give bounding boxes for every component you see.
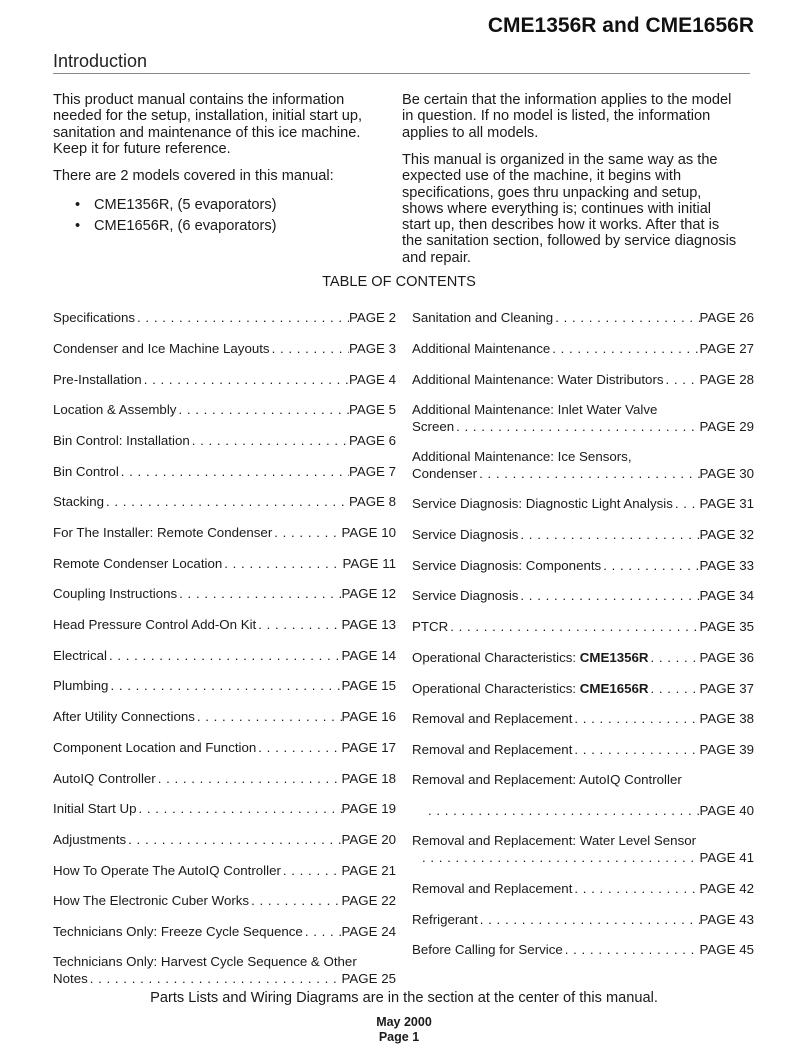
toc-entry-label: Bin Control: Installation — [53, 433, 190, 448]
toc-entry[interactable] — [412, 496, 754, 511]
toc-page-number: PAGE 21 — [341, 863, 396, 878]
toc-entry[interactable] — [412, 558, 754, 573]
toc-entry[interactable] — [53, 525, 396, 540]
toc-entry[interactable] — [53, 617, 396, 632]
toc-entry-label: Stacking — [53, 494, 104, 509]
toc-entry[interactable] — [412, 942, 754, 957]
toc-leader-dots — [272, 525, 341, 540]
intro-line: This product manual contains the information — [53, 92, 345, 108]
toc-entry[interactable] — [53, 648, 396, 663]
toc-entry-label: How The Electronic Cuber Works — [53, 893, 250, 908]
toc-entry-label-line1: Technicians Only: Harvest Cycle Sequence & Other — [53, 954, 357, 969]
toc-entry-label: How To Operate The AutoIQ Controller — [53, 863, 281, 878]
intro-right-paragraph-1 — [402, 92, 731, 141]
toc-entry-label: After Utility Connections — [53, 709, 195, 724]
model-title: CME1356R and CME1656R — [487, 14, 754, 37]
intro-line: Be certain that the information applies to the model — [402, 92, 732, 108]
toc-leader-dots — [553, 310, 699, 325]
toc-leader-dots — [572, 881, 699, 896]
toc-entry[interactable] — [53, 556, 396, 571]
toc-entry[interactable] — [53, 310, 396, 325]
toc-page-number: PAGE 41 — [699, 850, 754, 865]
toc-entry[interactable] — [412, 449, 754, 481]
toc-leader-dots — [420, 850, 700, 865]
toc-entry-label: Electrical — [53, 648, 107, 663]
intro-line: There are 2 models covered in this manual: — [53, 168, 334, 184]
page-number: Page 1 — [378, 1030, 420, 1044]
toc-entry-label: Technicians Only: Freeze Cycle Sequence — [53, 924, 303, 939]
toc-leader-dots — [649, 681, 700, 696]
toc-entry[interactable] — [412, 619, 754, 634]
toc-leader-dots — [222, 556, 342, 571]
section-title: Introduction — [53, 51, 148, 71]
toc-entry-label: Location & Assembly — [53, 402, 177, 417]
toc-page-number: PAGE 33 — [699, 558, 754, 573]
toc-entry[interactable] — [412, 681, 754, 696]
toc-entry-label: Refrigerant — [412, 912, 478, 927]
toc-entry-label: Bin Control — [53, 464, 119, 479]
toc-page-number: PAGE 45 — [699, 942, 754, 957]
toc-entry-label: Removal and Replacement — [412, 881, 573, 896]
intro-line: shows where everything is; continues with initial — [402, 200, 712, 217]
toc-entry-model: CME1656R — [579, 681, 649, 696]
toc-leader-dots — [478, 912, 700, 927]
toc-entry-label: Removal and Replacement — [412, 742, 573, 757]
model-item: • CME1356R, (5 evaporators) — [75, 197, 277, 218]
toc-title: TABLE OF CONTENTS — [322, 274, 476, 290]
toc-page-number: PAGE 16 — [341, 709, 396, 724]
toc-page-number: PAGE 22 — [341, 893, 396, 908]
intro-line: start up, then describes how it works. After that is — [402, 217, 720, 234]
toc-leader-dots — [420, 803, 700, 818]
toc-entry-label: Coupling Instructions — [53, 586, 178, 601]
toc-entry[interactable] — [412, 527, 754, 542]
toc-entry-label: Head Pressure Control Add-On Kit — [53, 617, 257, 632]
intro-line: Keep it for future reference. — [53, 140, 231, 157]
toc-page-number: PAGE 24 — [341, 924, 396, 939]
toc-page-number: PAGE 14 — [341, 648, 396, 663]
toc-entry[interactable] — [412, 341, 754, 356]
intro-line: and repair. — [402, 249, 471, 266]
intro-line: sanitation and maintenance of this ice machine. — [53, 124, 361, 141]
toc-leader-dots — [673, 496, 700, 511]
toc-entry[interactable] — [53, 954, 396, 986]
toc-page-number: PAGE 17 — [341, 740, 396, 755]
toc-entry-label: Adjustments — [53, 832, 127, 847]
toc-leader-dots — [190, 433, 349, 448]
toc-entry[interactable] — [53, 832, 396, 847]
toc-leader-dots — [572, 711, 699, 726]
toc-entry[interactable] — [412, 650, 754, 665]
toc-leader-dots — [256, 617, 341, 632]
toc-leader-dots — [649, 650, 700, 665]
toc-leader-dots — [156, 771, 342, 786]
toc-leader-dots — [126, 832, 341, 847]
toc-page-number: PAGE 5 — [348, 402, 396, 417]
toc-entry-model: CME1356R — [579, 650, 649, 665]
parts-lists-note: Parts Lists and Wiring Diagrams are in the section at the center of this manual. — [150, 990, 658, 1006]
toc-entry-label: Component Location and Function — [53, 740, 257, 755]
toc-page-number: PAGE 30 — [699, 466, 754, 481]
toc-page-number: PAGE 26 — [699, 310, 754, 325]
toc-leader-dots — [104, 494, 349, 509]
toc-entry[interactable] — [412, 402, 754, 434]
toc-leader-dots — [550, 341, 699, 356]
intro-right-paragraph-2 — [402, 152, 736, 266]
toc-entry-label: AutoIQ Controller — [53, 771, 156, 786]
toc-entry[interactable] — [53, 494, 396, 509]
toc-leader-dots — [142, 372, 349, 387]
toc-entry-label: Removal and Replacement: AutoIQ Controller — [412, 772, 682, 787]
intro-line: applies to all models. — [402, 124, 539, 141]
toc-page-number: PAGE 7 — [348, 464, 396, 479]
toc-entry[interactable] — [53, 678, 396, 693]
toc-entry-label: Before Calling for Service — [412, 942, 563, 957]
toc-entry[interactable] — [412, 912, 754, 927]
toc-page-number: PAGE 42 — [699, 881, 754, 896]
toc-entry[interactable] — [412, 310, 754, 325]
toc-entry[interactable] — [412, 711, 754, 726]
toc-entry-label: Sanitation and Cleaning — [412, 310, 554, 325]
toc-entry[interactable] — [412, 803, 754, 818]
toc-entry-label: Plumbing — [53, 678, 109, 693]
intro-line: the sanitation section, followed by service diagnosis — [402, 233, 737, 250]
toc-leader-dots — [303, 924, 342, 939]
toc-leader-dots — [119, 464, 349, 479]
toc-leader-dots — [137, 801, 342, 816]
toc-entry[interactable] — [53, 801, 396, 816]
toc-entry-label: For The Installer: Remote Condenser — [53, 525, 273, 540]
toc-page-number: PAGE 19 — [341, 801, 396, 816]
toc-leader-dots — [477, 466, 699, 481]
toc-leader-dots — [256, 740, 341, 755]
intro-line: specifications, goes thru unpacking and setup, — [402, 184, 702, 201]
toc-entry-label-line1: Additional Maintenance: Ice Sensors, — [412, 449, 632, 464]
toc-page-number: PAGE 6 — [348, 433, 396, 448]
toc-page-number: PAGE 35 — [699, 619, 754, 634]
models-intro — [53, 168, 334, 184]
toc-entry-label: Service Diagnosis: Diagnostic Light Analysis — [412, 496, 673, 511]
toc-leader-dots — [108, 678, 341, 693]
toc-entry[interactable] — [412, 772, 754, 787]
toc-entry-label: Additional Maintenance: Water Distributors — [412, 372, 664, 387]
toc-page-number: PAGE 25 — [341, 971, 396, 986]
toc-entry-label: Remote Condenser Location — [53, 556, 223, 571]
toc-leader-dots — [281, 863, 342, 878]
toc-entry[interactable] — [412, 372, 754, 387]
toc-entry-label: Operational Characteristics: — [412, 650, 577, 665]
toc-entry-label: Service Diagnosis: Components — [412, 558, 602, 573]
intro-left-paragraph — [53, 92, 362, 157]
toc-page-number: PAGE 12 — [341, 586, 396, 601]
toc-page-number: PAGE 3 — [348, 341, 396, 356]
intro-line: needed for the setup, installation, initial start up, — [53, 108, 363, 125]
toc-entry[interactable] — [53, 433, 396, 448]
toc-page-number: PAGE 4 — [348, 372, 396, 387]
toc-page-number: PAGE 31 — [699, 496, 754, 511]
toc-entry[interactable] — [412, 881, 754, 896]
toc-entry-label-line1: Removal and Replacement: Water Level Sensor — [412, 833, 697, 848]
toc-page-number: PAGE 36 — [699, 650, 754, 665]
toc-entry-label: Service Diagnosis — [412, 527, 519, 542]
toc-page-number: PAGE 20 — [341, 832, 396, 847]
toc-leader-dots — [135, 310, 349, 325]
toc-leader-dots — [664, 372, 700, 387]
toc-entry-label: PTCR — [412, 619, 449, 634]
toc-entry[interactable] — [53, 740, 396, 755]
intro-line: expected use of the machine, it begins with — [402, 168, 682, 185]
toc-entry-label: Screen — [412, 419, 455, 434]
toc-entry[interactable] — [53, 402, 396, 417]
toc-entry-label: Operational Characteristics: — [412, 681, 577, 696]
toc-entry-label: Initial Start Up — [53, 801, 137, 816]
toc-entry[interactable] — [53, 372, 396, 387]
toc-entry[interactable] — [412, 588, 754, 603]
toc-entry-label: Pre-Installation — [53, 372, 142, 387]
toc-entry[interactable] — [53, 924, 396, 939]
toc-page-number: PAGE 28 — [699, 372, 754, 387]
toc-entry[interactable] — [53, 464, 396, 479]
toc-page-number: PAGE 32 — [699, 527, 754, 542]
toc-entry-label: Additional Maintenance — [412, 341, 551, 356]
toc-entry[interactable] — [53, 709, 396, 724]
toc-page-number: PAGE 2 — [348, 310, 396, 325]
toc-page-number: PAGE 34 — [699, 588, 754, 603]
intro-line: in question. If no model is listed, the information — [402, 108, 711, 125]
intro-line: This manual is organized in the same way as the — [402, 152, 718, 168]
toc-leader-dots — [563, 942, 700, 957]
toc-page-number: PAGE 11 — [342, 556, 396, 571]
toc-entry[interactable] — [412, 742, 754, 757]
toc-page-number: PAGE 39 — [699, 742, 754, 757]
toc-page-number: PAGE 13 — [341, 617, 396, 632]
toc-page-number: PAGE 29 — [699, 419, 754, 434]
toc-leader-dots — [177, 586, 341, 601]
toc-entry-label: Specifications — [53, 310, 136, 325]
toc-entry[interactable] — [53, 586, 396, 601]
toc-page-number: PAGE 8 — [348, 494, 396, 509]
toc-page-number: PAGE 10 — [341, 525, 396, 540]
toc-entry-label: Service Diagnosis — [412, 588, 519, 603]
toc-entry-label: Removal and Replacement — [412, 711, 573, 726]
toc-leader-dots — [601, 558, 699, 573]
toc-leader-dots — [249, 893, 341, 908]
toc-page-number: PAGE 38 — [699, 711, 754, 726]
toc-entry-label: Condenser and Ice Machine Layouts — [53, 341, 270, 356]
toc-leader-dots — [454, 419, 699, 434]
toc-page-number: PAGE 15 — [341, 678, 396, 693]
toc-entry[interactable] — [53, 341, 396, 356]
toc-page-number: PAGE 27 — [699, 341, 754, 356]
toc-leader-dots — [518, 588, 699, 603]
model-item: • CME1656R, (6 evaporators) — [75, 218, 277, 239]
model-list — [75, 197, 277, 239]
toc-leader-dots — [270, 341, 349, 356]
toc-leader-dots — [518, 527, 699, 542]
toc-entry[interactable] — [53, 893, 396, 908]
toc-leader-dots — [176, 402, 349, 417]
toc-page-number: PAGE 43 — [699, 912, 754, 927]
publication-date: May 2000 — [376, 1015, 432, 1029]
toc-page-number: PAGE 40 — [699, 803, 754, 818]
toc-leader-dots — [107, 648, 342, 663]
toc-entry-label-line1: Additional Maintenance: Inlet Water Valve — [412, 402, 658, 417]
toc-entry-label: Condenser — [412, 466, 478, 481]
toc-page-number: PAGE 18 — [341, 771, 396, 786]
toc-entry-label: Notes — [53, 971, 88, 986]
toc-leader-dots — [572, 742, 699, 757]
toc-leader-dots — [448, 619, 699, 634]
toc-entry[interactable] — [412, 833, 754, 865]
toc-page-number: PAGE 37 — [699, 681, 754, 696]
header-divider — [53, 73, 750, 74]
toc-leader-dots — [195, 709, 342, 724]
toc-leader-dots — [88, 971, 342, 986]
toc-entry[interactable] — [53, 863, 396, 878]
toc-entry[interactable] — [53, 771, 396, 786]
